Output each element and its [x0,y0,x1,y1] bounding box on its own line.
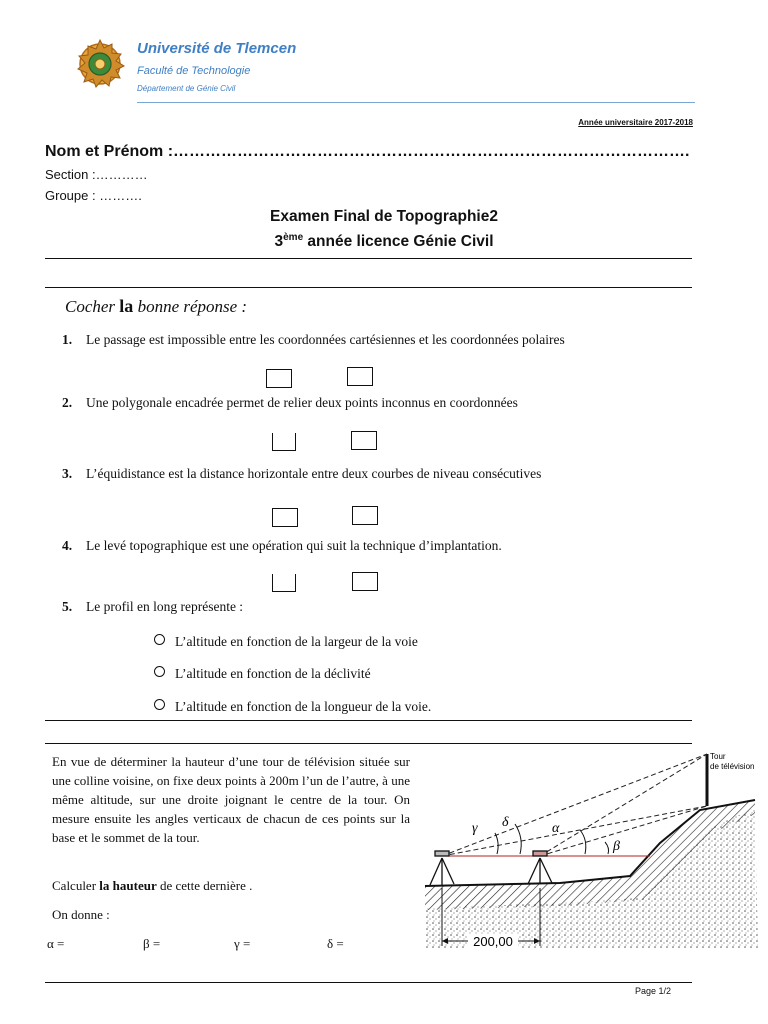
radio-circle-icon[interactable] [154,699,165,710]
question-text: Le profil en long représente : [86,599,244,614]
answer-checkbox-1a[interactable] [266,369,292,388]
alpha-value: α = [47,936,65,951]
option-3[interactable] [154,699,431,715]
question-number: 4. [62,538,73,553]
department-name: Département de Génie Civil [137,84,236,93]
instruction-pre: Cocher [65,297,120,316]
beta-value: β = [143,936,161,951]
problem-question [52,878,252,894]
instruction-bold: la [119,296,134,316]
footer-divider [45,982,692,983]
tower-label-2: de télévision [710,762,755,771]
answer-checkbox-2b[interactable] [351,431,377,450]
gamma-value: γ = [234,936,251,951]
academic-year: Année universitaire 2017-2018 [578,118,693,127]
option-label: L’altitude en fonction de la largeur de la voie [175,634,418,649]
qcm-divider-2 [45,743,692,744]
delta-value: δ = [327,936,344,951]
tower-label-1: Tour [710,752,726,761]
figure-distance: 200,00 [473,934,513,949]
answer-checkbox-2a[interactable] [272,433,296,451]
question-2 [62,395,518,411]
year-number: 3 [274,233,284,251]
option-label: L’altitude en fonction de la longueur de la voie. [175,699,432,714]
qcm-instruction [65,296,247,317]
question-1 [62,332,565,348]
question-number: 2. [62,395,73,410]
title-divider-2 [45,287,692,288]
exam-subtitle [0,232,768,251]
program-name: année licence Génie Civil [303,233,494,251]
question-5 [62,599,243,615]
figure-gamma: γ [472,821,478,836]
page-number: Page 1/2 [635,986,672,996]
problem-statement: En vue de déterminer la hauteur d’une tour de télévision située sur une colline voisine, on fixe deux points à 200m l’un de l’autre, à une même altitude, sur une droite joignant le centre de la tour. On mesure ensuite les angles verticaux de chacun de ces points sur la base et le sommet de la tour. [52,754,410,845]
question-text: Une polygonale encadrée permet de relier deux points inconnus en coordonnées [86,395,518,410]
answer-checkbox-3a[interactable] [272,508,298,527]
header-divider [137,102,695,103]
answer-checkbox-4b[interactable] [352,572,378,591]
answer-checkbox-1b[interactable] [347,367,373,386]
question-text: Le passage est impossible entre les coordonnées cartésiennes et les coordonnées polaires [86,332,565,347]
calc-pre: Calculer [52,878,100,893]
answer-checkbox-4a[interactable] [272,574,296,592]
groupe-field-line: Groupe : ………. [45,188,142,203]
qcm-divider-1 [45,720,692,721]
option-2[interactable] [154,666,371,682]
question-number: 5. [62,599,73,614]
option-label: L’altitude en fonction de la déclivité [175,666,371,681]
section-field-line: Section :………… [45,167,148,182]
radio-circle-icon[interactable] [154,634,165,645]
question-3 [62,466,541,482]
figure-alpha: α [552,821,560,836]
question-text: Le levé topographique est une opération qui suit la technique d’implantation. [86,538,502,553]
answer-checkbox-3b[interactable] [352,506,378,525]
question-number: 1. [62,332,73,347]
calc-post: de cette dernière . [156,878,253,893]
university-logo [72,36,128,92]
radio-circle-icon[interactable] [154,666,165,677]
tower-survey-figure [420,748,760,953]
title-divider-1 [45,258,692,259]
given-label: On donne : [52,907,110,922]
exam-title: Examen Final de Topographie2 [270,208,498,225]
question-text: L’équidistance est la distance horizontale entre deux courbes de niveau consécutives [86,466,542,481]
figure-beta: β [613,839,620,854]
question-4 [62,538,502,554]
figure-delta: δ [502,815,509,830]
name-field-line: Nom et Prénom :……………………………………………………………………………………. [45,143,690,160]
question-number: 3. [62,466,73,481]
instruction-post: bonne réponse : [133,297,248,316]
year-suffix: ème [283,232,304,243]
university-name: Université de Tlemcen [137,40,297,57]
calc-bold: la hauteur [99,878,157,893]
faculty-name: Faculté de Technologie [137,65,251,77]
option-1[interactable] [154,634,418,650]
